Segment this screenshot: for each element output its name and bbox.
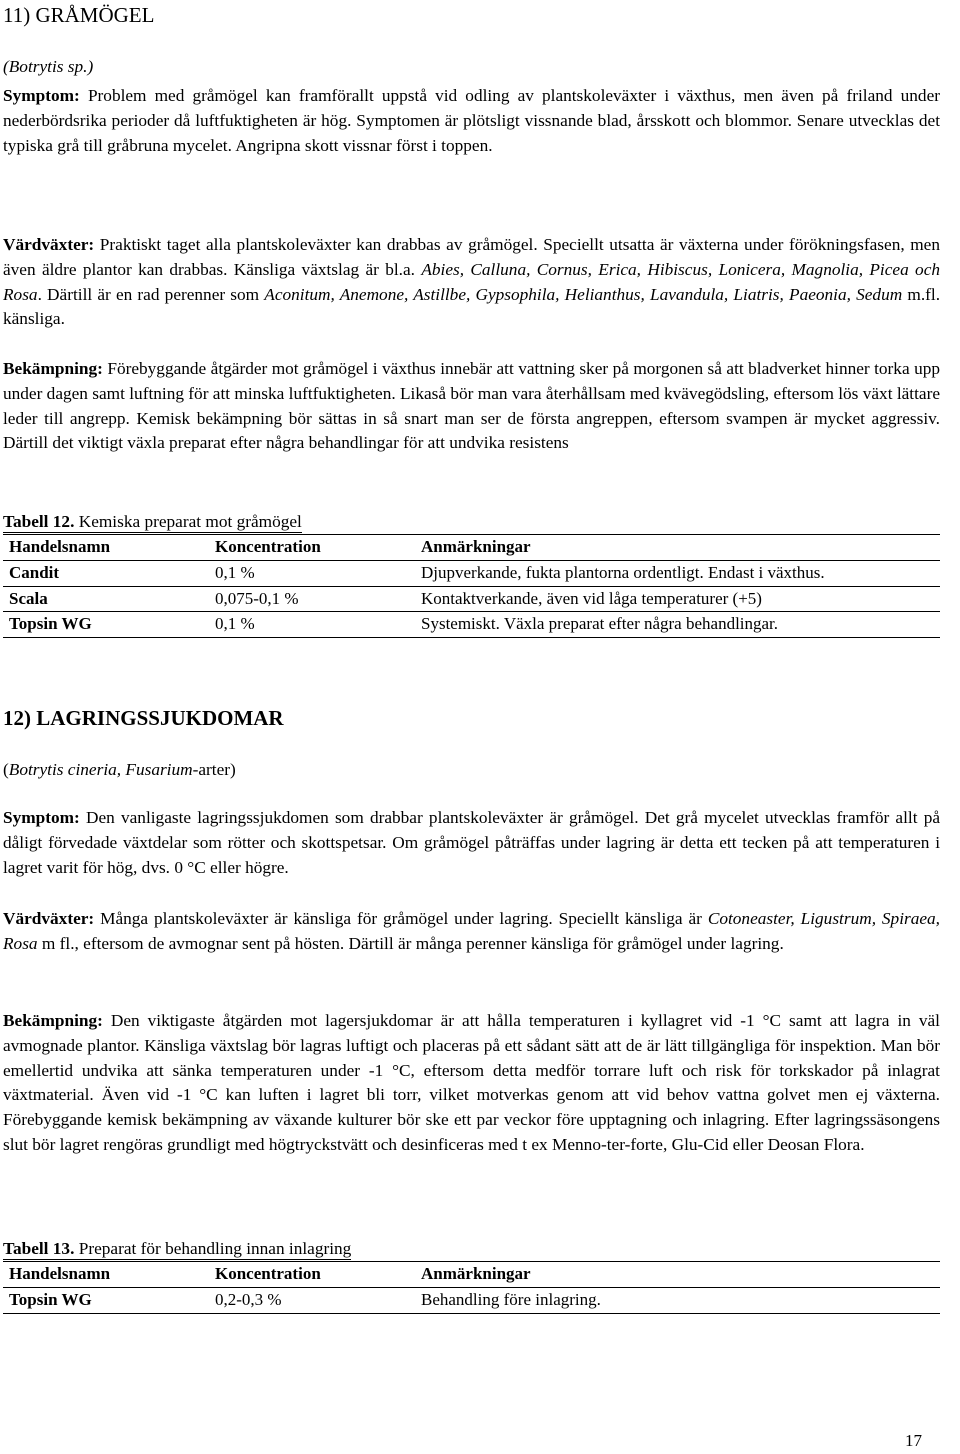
subtitle-species: Botrytis cineria, Fusarium — [8, 760, 193, 779]
control-text: Den viktigaste åtgärden mot lagersjukdomar är att hålla temperaturen i kyllagret vid -1 °C samt att lagra in väl avmognade plantor. Känsliga växtslag bör lagras luftigt och placeras på ett sådant sätt att de är lätt tillgängliga för inspektion. Man bör emellertid undvika att sänka temperaturen under -1 °C, eftersom detta medför torrare luft och risk för torkskador på inlagrat växtmaterial. Även vid -1 °C kan luften i lagret bli torr, vilket motverkas genom att vid behov vattna golvet men ej växterna. Förebyggande kemisk bekämpning av växande kulturer bör ske ett par veckor före upptagning och inlagring. Efter lagringssäsongens slut bör lagret rengöras grundligt med högtryckstvätt och desinficeras med t ex Menno-ter-forte, Glu-Cid eller Deosan Flora. — [3, 1011, 940, 1154]
table-13-number: Tabell 13. — [3, 1239, 75, 1258]
page-number: 17 — [905, 1431, 922, 1450]
section-title-storage-diseases: 12) LAGRINGSSJUKDOMAR — [3, 706, 284, 730]
symptom-paragraph — [3, 806, 940, 880]
table-13-caption — [3, 1237, 940, 1262]
host-plants-text: Många plantskoleväxter är känsliga för gråmögel under lagring. Speciellt känsliga är — [100, 909, 702, 928]
host-plants-text-2: . Därtill är en rad perenner som — [37, 284, 260, 304]
host-species-list: Abies, Calluna, Cornus, Erica, Hibiscus, Lonicera, Magnolia, Picea och Rosa — [3, 259, 941, 304]
control-label: Bekämpning: — [3, 1011, 103, 1030]
table-header-row — [3, 1262, 940, 1288]
header-concentration: Koncentration — [215, 1264, 321, 1283]
host-plants-paragraph — [3, 233, 940, 332]
host-plants-paragraph — [3, 907, 940, 957]
table-13 — [3, 1261, 940, 1314]
control-text: Förebyggande åtgärder mot gråmögel i växthus innebär att vattning sker på morgonen så att bladverket hinner torka upp under dagen samt luftning för att minska luftfuktigheten. Likaså bör man vara återhållsam med kvävegödsling, eftersom lös växt lättare leder till angrepp. Kemisk bekämpning bör sättas in så snart man ser de första angreppen, eftersom svampen är mycket aggressiv. Därtill det viktigt växla preparat efter några behandlingar för att undvika resistens — [3, 359, 940, 453]
symptom-text: Problem med gråmögel kan framförallt uppstå vid odling av plantskoleväxter i växthus, men även på friland under nederbördsrika perioder då luftfuktigheten är hög. Symptomen är plötsligt vissnande blad, årsskott och blommor. Senare utvecklas det typiska grå till gråbruna mycelet. Angripna skott vissnar först i toppen. — [3, 86, 940, 155]
table-13-title: Preparat för behandling innan inlagring — [78, 1239, 352, 1258]
table-12-number: Tabell 12. — [3, 512, 75, 531]
cell-concentration: 0,1 % — [215, 614, 255, 634]
control-paragraph — [3, 357, 940, 456]
section-title-grey-mould: 11) GRÅMÖGEL — [3, 3, 155, 27]
header-trade-name: Handelsnamn — [9, 1264, 111, 1283]
header-remarks: Anmärkningar — [421, 1264, 531, 1283]
table-row — [3, 560, 940, 586]
cell-concentration: 0,2-0,3 % — [215, 1289, 282, 1309]
cell-trade-name: Scala — [9, 588, 48, 608]
header-concentration: Koncentration — [215, 537, 321, 556]
cell-remarks: Djupverkande, fukta plantorna ordentligt. Endast i växthus. — [421, 562, 825, 582]
cell-trade-name: Topsin WG — [9, 614, 92, 634]
subtitle-open: ( — [3, 760, 9, 779]
table-row — [3, 586, 940, 612]
host-plants-label: Värdväxter: — [3, 909, 95, 928]
cell-concentration: 0,075-0,1 % — [215, 588, 299, 608]
cell-concentration: 0,1 % — [215, 562, 255, 582]
host-plants-text: Praktiskt taget alla plantskoleväxter kan drabbas av gråmögel. Speciellt utsatta är växterna under förökningsfasen, men även äldre plantor kan drabbas. Känsliga växtslag är bl.a. — [3, 235, 940, 279]
host-plants-text-2: m fl., eftersom de avmognar sent på hösten. Därtill är många perenner känsliga för gråmögel under lagring. — [41, 933, 784, 953]
table-row — [3, 1287, 940, 1313]
header-trade-name: Handelsnamn — [9, 537, 111, 556]
symptom-label: Symptom: — [3, 86, 80, 105]
section-subtitle: (Botrytis sp.) — [3, 57, 94, 76]
cell-remarks: Behandling före inlagring. — [421, 1289, 601, 1309]
symptom-paragraph — [3, 84, 940, 158]
symptom-text: Den vanligaste lagringssjukdomen som drabbar plantskoleväxter är gråmögel. Det grå mycelet utvecklas framför allt på dåligt förvedade växtdelar som rötter och skottspetsar. Om gråmögel påträffas under lagring är detta ett tecken på att temperaturen i lagret varit för hög, dvs. 0 °C eller högre. — [3, 808, 941, 877]
cell-remarks: Systemiskt. Växla preparat efter några behandlingar. — [421, 614, 779, 634]
table-header-row — [3, 535, 940, 561]
cell-trade-name: Topsin WG — [9, 1289, 92, 1309]
control-paragraph — [3, 1009, 940, 1158]
host-species-list: Cotoneaster, Ligustrum, Spiraea, Rosa — [3, 909, 940, 953]
host-plants-label: Värdväxter: — [3, 235, 95, 254]
table-12-title: Kemiska preparat mot gråmögel — [78, 512, 302, 531]
control-label: Bekämpning: — [3, 359, 103, 378]
table-row — [3, 612, 940, 638]
cell-remarks: Kontaktverkande, även vid låga temperaturer (+5) — [421, 588, 762, 608]
subtitle-rest: -arter) — [192, 760, 236, 779]
cell-trade-name: Candit — [9, 562, 60, 582]
perennial-species-list: Aconitum, Anemone, Astillbe, Gypsophila, Helianthus, Lavandula, Liatris, Paeonia, Sedum — [264, 284, 903, 304]
header-remarks: Anmärkningar — [421, 537, 531, 556]
table-12-caption — [3, 510, 940, 535]
symptom-label: Symptom: — [3, 808, 80, 827]
table-12 — [3, 534, 940, 638]
section-subtitle — [3, 758, 236, 783]
host-plants-text-3: m.fl. känsliga. — [3, 284, 941, 329]
